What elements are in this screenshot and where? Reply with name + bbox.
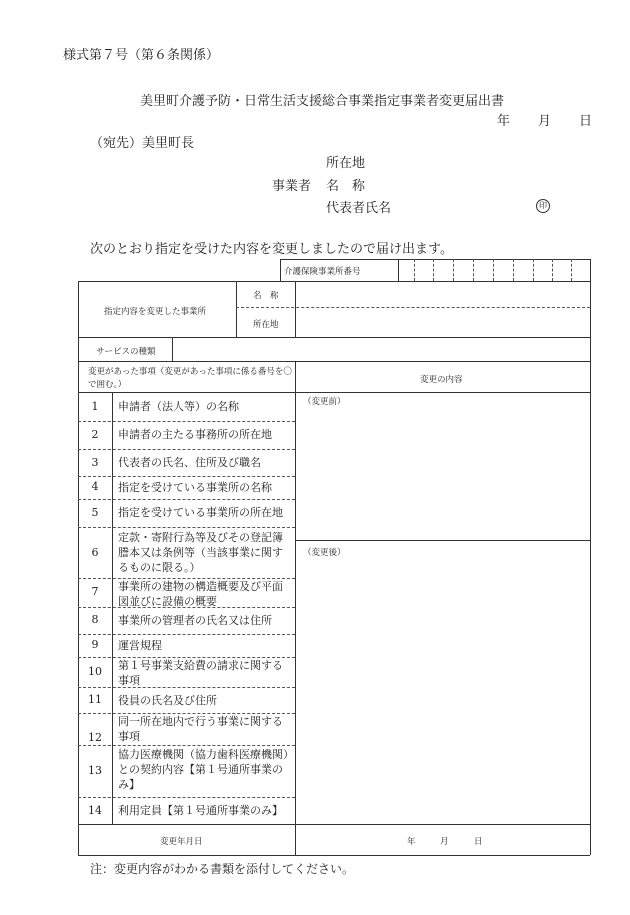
applicant-rep-label: 代表者氏名	[326, 201, 392, 216]
item-number: 12	[88, 731, 102, 744]
item-number: 11	[88, 693, 102, 706]
office-label: 指定内容を変更した事業所	[104, 307, 207, 317]
item-text: 運営規程	[118, 639, 162, 652]
applicant-name-label: 名 称	[326, 179, 366, 194]
change-date-year: 年	[407, 837, 416, 847]
item-text: 第１号事業支給費の請求に関する事項	[118, 659, 283, 687]
item-text: 協力医療機関（協力歯科医療機関）との契約内容【第１号通所事業のみ】	[118, 748, 289, 791]
footnote: 注：変更内容がわかる書類を添付してください。	[90, 862, 355, 876]
office-location-label: 所在地	[253, 320, 279, 330]
date-year-label: 年	[497, 114, 511, 129]
item-text: 定款・寄附行為等及びその登記簿謄本又は条例等（当該事業に関するものに限る。）	[118, 531, 283, 574]
service-type-label: サービスの種類	[96, 347, 156, 357]
applicant-address-label: 所在地	[326, 156, 366, 171]
date-day-label: 日	[579, 114, 593, 129]
item-text: 役員の氏名及び住所	[118, 694, 217, 707]
form-title: 美里町介護予防・日常生活支援総合事業指定事業者変更届出書	[140, 94, 505, 109]
item-number: 9	[91, 638, 99, 651]
item-number: 13	[88, 764, 102, 777]
item-text: 申請者の主たる事務所の所在地	[118, 428, 272, 441]
statement: 次のとおり指定を受けた内容を変更しましたので届け出ます。	[90, 242, 453, 257]
item-number: 4	[91, 480, 99, 493]
item-number: 14	[88, 804, 102, 817]
item-text: 申請者（法人等）の名称	[118, 400, 239, 413]
item-number: 1	[91, 400, 99, 413]
item-text: 同一所在地内で行う事業に関する事項	[118, 715, 283, 743]
changed-items-header: 変更があった事項（変更があった事項に係る番号を〇で囲む。）	[88, 367, 292, 390]
addressee: （宛先）美里町長	[90, 136, 195, 151]
item-text: 代表者の氏名、住所及び職名	[118, 456, 261, 469]
item-text: 事業所の建物の構造概要及び平面図並びに設備の概要	[118, 580, 283, 608]
item-text: 利用定員【第１号通所事業のみ】	[118, 804, 283, 817]
date-month-label: 月	[538, 114, 552, 129]
item-number: 10	[88, 665, 102, 678]
before-label: （変更前）	[303, 397, 346, 407]
item-number: 5	[91, 506, 99, 519]
after-label: （変更後）	[303, 548, 346, 558]
office-name-label: 名 称	[253, 291, 279, 301]
item-number: 6	[91, 546, 99, 559]
seal-mark: 印	[536, 199, 550, 213]
item-number: 2	[91, 428, 99, 441]
form-number: 様式第７号（第６条関係）	[63, 48, 220, 63]
applicant-role-label: 事業者	[272, 179, 312, 194]
item-number: 7	[91, 585, 99, 598]
item-text: 事業所の管理者の氏名又は住所	[118, 614, 272, 627]
item-number: 3	[91, 456, 99, 469]
item-number: 8	[91, 613, 99, 626]
change-date-month: 月	[440, 837, 449, 847]
change-content-header: 変更の内容	[420, 375, 463, 385]
insurance-number-label: 介護保険事業所番号	[284, 267, 361, 277]
item-text: 指定を受けている事業所の所在地	[118, 506, 283, 519]
change-date-day: 日	[474, 837, 483, 847]
change-date-label: 変更年月日	[160, 837, 203, 847]
item-text: 指定を受けている事業所の名称	[118, 481, 272, 494]
